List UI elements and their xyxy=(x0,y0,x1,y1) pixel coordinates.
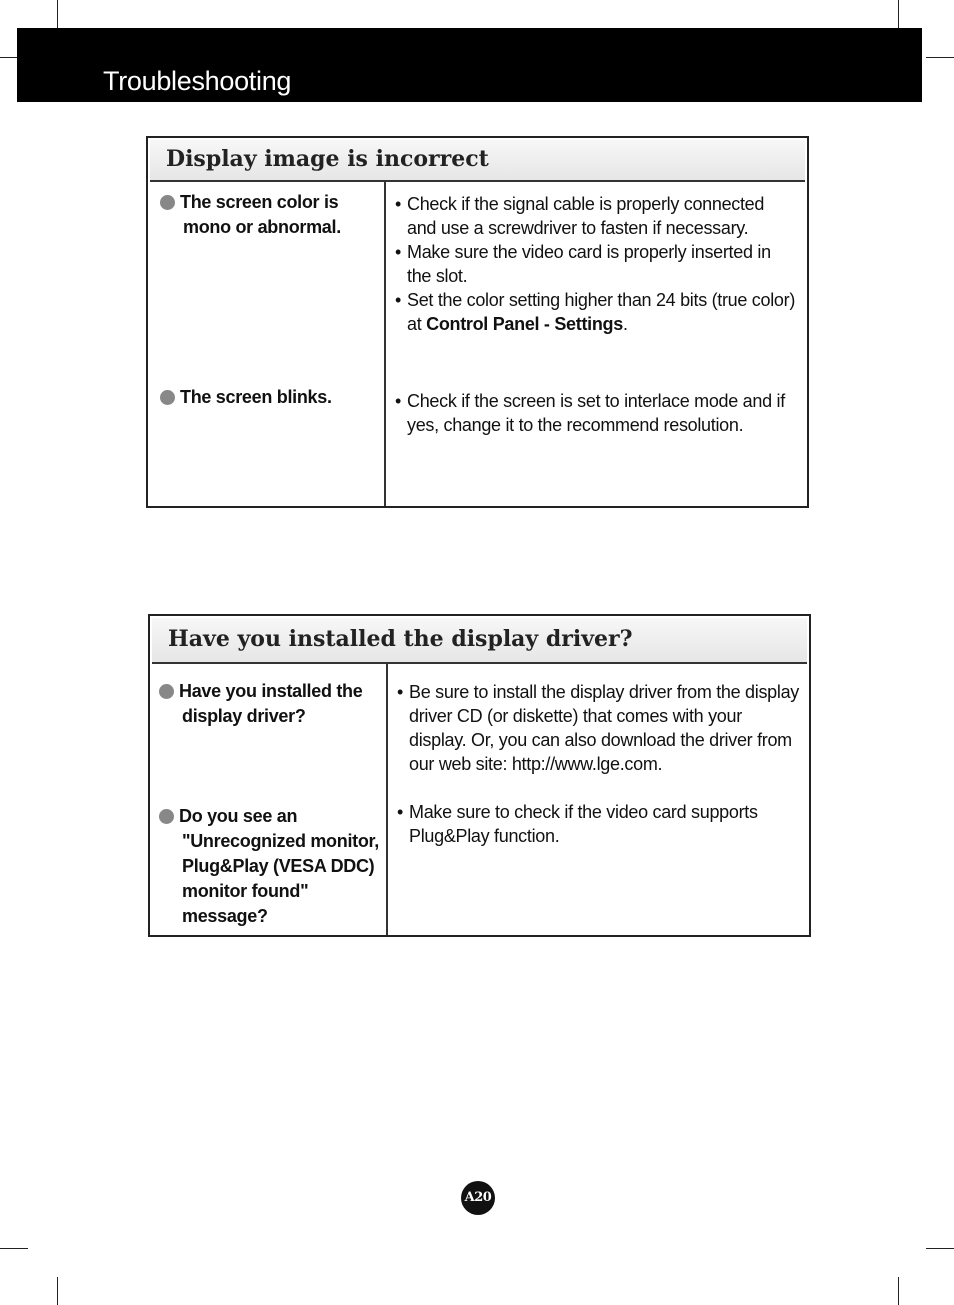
solution-line: Be sure to install the display driver from the display xyxy=(409,682,799,702)
issue-line: Plug&Play (VESA DDC) xyxy=(182,856,375,876)
crop-mark xyxy=(0,1248,28,1249)
issue-item xyxy=(160,190,380,250)
solution-line: Check if the screen is set to interlace mode and if xyxy=(407,391,785,411)
solution-line: Plug&Play function. xyxy=(409,826,560,846)
solution-line: Make sure the video card is properly inserted in xyxy=(407,242,771,262)
solution-line: and use a screwdriver to fasten if necessary. xyxy=(407,218,749,238)
section-display-image xyxy=(146,136,809,508)
solution-line: Make sure to check if the video card supports xyxy=(409,802,758,822)
solution-line: Set the color setting higher than 24 bits (true color) xyxy=(407,290,796,310)
issue-line: mono or abnormal. xyxy=(183,217,341,237)
solution-line: driver CD (or diskette) that comes with your xyxy=(409,706,742,726)
issue-line: monitor found" xyxy=(182,881,309,901)
issue-item xyxy=(160,385,380,415)
issue-line: message? xyxy=(182,906,268,926)
solution-line: the slot. xyxy=(407,266,468,286)
bullet-icon: • xyxy=(397,682,404,702)
crop-mark xyxy=(926,57,954,58)
solution-item xyxy=(395,240,805,288)
solution-line: display. Or, you can also download the driver from xyxy=(409,730,792,750)
solution-item xyxy=(395,192,805,240)
solution-suffix: . xyxy=(622,314,628,334)
bullet-dot-icon xyxy=(159,809,174,824)
issue-item xyxy=(159,679,381,731)
crop-mark xyxy=(926,1248,954,1249)
solution-line: Check if the signal cable is properly connected xyxy=(407,194,765,214)
column-divider xyxy=(386,664,388,935)
issue-line: Do you see an xyxy=(179,806,298,826)
solution-item xyxy=(395,288,805,336)
crop-mark xyxy=(57,1277,58,1305)
solution-item xyxy=(397,680,809,776)
section-display-driver xyxy=(148,614,811,937)
section-title: Display image is incorrect xyxy=(166,146,489,172)
section-header xyxy=(150,140,805,182)
bullet-dot-icon xyxy=(159,684,174,699)
bullet-icon: • xyxy=(395,242,402,262)
crop-mark xyxy=(57,0,58,28)
section-header xyxy=(152,618,807,664)
solution-prefix: at xyxy=(407,314,427,334)
column-divider xyxy=(384,182,386,506)
bullet-icon: • xyxy=(395,290,402,310)
bullet-dot-icon xyxy=(160,390,175,405)
page-number-badge: A20 xyxy=(461,1181,495,1215)
bullet-icon: • xyxy=(395,194,402,214)
crop-mark xyxy=(898,0,899,28)
crop-mark xyxy=(0,57,17,58)
control-panel-settings-text: Control Panel - Settings xyxy=(426,314,623,334)
issue-item xyxy=(159,804,381,929)
solution-item xyxy=(397,800,809,848)
section-title: Have you installed the display driver? xyxy=(168,626,633,652)
crop-mark xyxy=(898,1277,899,1305)
solution-line xyxy=(407,312,795,336)
issue-line: Have you installed the xyxy=(179,681,363,701)
bullet-icon: • xyxy=(395,391,402,411)
issue-line: "Unrecognized monitor, xyxy=(182,831,379,851)
page-title: Troubleshooting xyxy=(103,66,292,96)
solution-line: yes, change it to the recommend resolution. xyxy=(407,415,744,435)
issue-line: The screen color is xyxy=(180,192,339,212)
solution-item xyxy=(395,389,805,437)
bullet-dot-icon xyxy=(160,195,175,210)
issue-line: The screen blinks. xyxy=(180,387,332,407)
bullet-icon: • xyxy=(397,802,404,822)
issue-line: display driver? xyxy=(182,706,306,726)
solution-line: our web site: http://www.lge.com. xyxy=(409,754,663,774)
